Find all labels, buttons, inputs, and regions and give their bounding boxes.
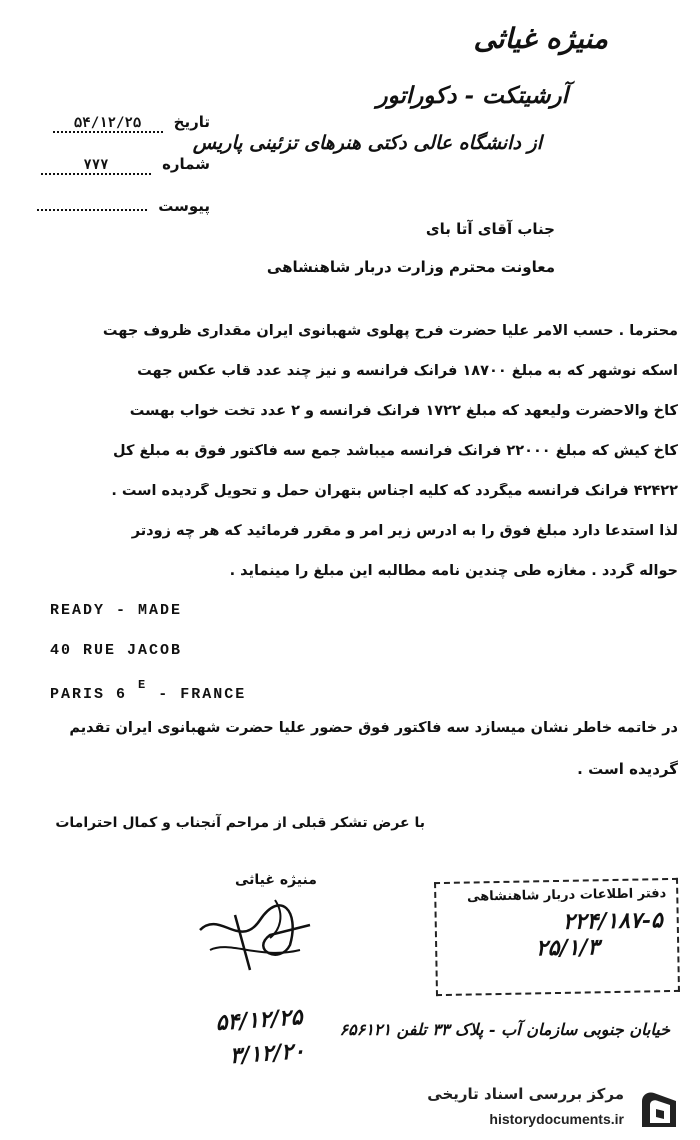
regards-line: با عرض تشکر قبلی از مراحم آنجناب و کمال احترامات [55, 815, 425, 831]
recipient-line-2: معاونت محترم وزارت دربار شاهنشاهی [266, 258, 555, 276]
meta-block [30, 112, 210, 224]
recipient-line-1: جناب آقای آتا بای [425, 220, 555, 238]
margin-note-line: ۳/۱۲/۲۰ [228, 1037, 306, 1070]
signature-icon [180, 890, 330, 980]
address-line-3 [50, 678, 247, 703]
body-line: حواله گردد . مغازه طی چندین نامه مطالبه این مبلغ را مینماید . [229, 563, 678, 579]
closing-line: گردیده است . [577, 760, 678, 778]
body-line: لذا استدعا دارد مبلغ فوق را به آدرس زیر امر و مقرر فرمائید که هر چه زودتر [131, 523, 678, 539]
watermark [394, 1085, 684, 1135]
margin-note-line: ۵۴/۱۲/۲۵ [214, 1004, 304, 1037]
address-line-1: READY - MADE [50, 602, 183, 619]
closing-line: در خاتمه خاطر نشان میسازد سه فاکتور فوق حضور علیا حضرت شهبانوی ایران تقدیم [69, 720, 678, 736]
stamp-number: ۲۲۴/۱۸۷-۵ [562, 907, 663, 935]
body-line: کاخ والاحضرت ولیعهد که مبلغ ۱۷۲۲ فرانک فرانسه و ۲ عدد تخت خواب بهست [129, 403, 678, 419]
stamp-title: دفتر اطلاعات دربار شاهنشاهی [466, 886, 667, 905]
date-label: تاریخ [173, 113, 210, 131]
address-line-2: 40 RUE JACOB [50, 642, 183, 659]
date-value: ۵۴/۱۲/۲۵ [53, 115, 163, 133]
body-line: کاخ کیش که مبلغ ۲۲۰۰۰ فرانک فرانسه میباشد جمع سه فاکتور فوق به مبلغ کل [113, 443, 678, 459]
body-line: ۴۲۴۲۲ فرانک فرانسه میگردد که کلیه اجناس بتهران حمل و تحویل گردیده است . [111, 483, 678, 499]
number-value: ۷۷۷ [41, 157, 151, 175]
archive-logo-icon [636, 1087, 684, 1133]
stamp-date: ۲۵/۱/۳ [535, 934, 600, 962]
signature-name: منیژه غیاثی [235, 872, 317, 888]
address-city: PARIS 6 [50, 686, 128, 703]
footer-address: خیابان جنوبی سازمان آب - پلاک ۳۳ تلفن ۶۵۶۱۲۱ [339, 1020, 670, 1039]
letterhead-school: از دانشگاه عالی دکتی هنرهای تزئینی پاریس [192, 132, 542, 154]
address-arrondissement-suffix: E [138, 678, 148, 692]
address-country: - FRANCE [158, 686, 247, 703]
letterhead-profession: آرشیتکت - دکوراتور [376, 82, 568, 109]
receipt-stamp [434, 878, 680, 996]
body-line: اسکه نوشهر که به مبلغ ۱۸۷۰۰ فرانک فرانسه و نیز چند عدد قاب عکس جهت [137, 363, 678, 379]
watermark-url: historydocuments.ir [489, 1111, 624, 1127]
attachment-label: پیوست [158, 197, 210, 215]
margin-note [127, 1004, 308, 1111]
number-label: شماره [162, 155, 210, 173]
watermark-title: مرکز بررسی اسناد تاریخی [427, 1085, 624, 1103]
letterhead-name: منیژه غیاثی [473, 22, 608, 55]
body-line: محترما . حسب الامر علیا حضرت فرح پهلوی شهبانوی ایران مقداری ظروف جهت [102, 323, 678, 339]
